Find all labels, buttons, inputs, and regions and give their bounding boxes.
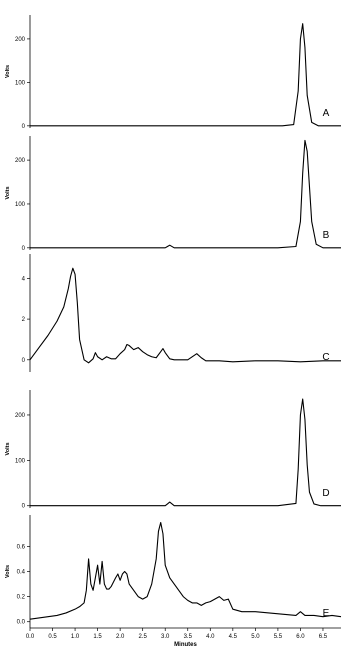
- y-tick-label: 0.4: [16, 569, 25, 576]
- series-line: [30, 140, 341, 247]
- x-tick-label: 1.0: [70, 634, 80, 640]
- y-tick-label: 4: [21, 276, 25, 283]
- panel-label: A: [322, 108, 330, 119]
- panel-c: [27, 254, 341, 372]
- panel-b: [27, 136, 341, 250]
- y-tick-label: 200: [14, 36, 25, 43]
- y-tick-label: 0: [21, 245, 25, 252]
- y-axis-label: Volts: [5, 564, 11, 579]
- y-axis-label: Volts: [5, 64, 11, 79]
- x-tick-label: 4.0: [206, 634, 215, 640]
- y-tick-label: 0.6: [16, 544, 25, 551]
- x-tick-label: 1.5: [93, 634, 102, 640]
- y-tick-label: 0: [21, 357, 25, 364]
- x-tick-label: 5.5: [273, 634, 283, 640]
- panel-d: [27, 390, 341, 508]
- x-tick-label: 5.0: [251, 634, 260, 640]
- series-line: [30, 24, 341, 126]
- x-tick-label: 2.0: [115, 634, 125, 640]
- y-tick-label: 0.0: [16, 619, 25, 626]
- x-tick-label: 0.5: [48, 634, 57, 640]
- panel-label: C: [322, 352, 330, 363]
- x-tick-label: 3.0: [161, 634, 170, 640]
- series-line: [30, 268, 341, 363]
- x-tick-label: 4.5: [228, 634, 237, 640]
- panel-label: E: [322, 608, 330, 619]
- x-tick-label: 2.5: [138, 634, 147, 640]
- panel-a: [27, 15, 341, 128]
- y-tick-label: 200: [14, 158, 25, 165]
- y-tick-label: 100: [14, 458, 25, 465]
- series-line: [30, 399, 341, 506]
- y-axis-label: Volts: [5, 186, 11, 200]
- panel-e: [27, 515, 341, 631]
- y-tick-label: 200: [14, 412, 25, 419]
- y-tick-label: 100: [14, 201, 25, 208]
- y-axis-label: Volts: [5, 442, 11, 456]
- y-tick-label: 0: [21, 503, 25, 510]
- panel-label: B: [322, 230, 330, 241]
- y-tick-label: 0.2: [16, 594, 25, 601]
- x-tick-label: 6.5: [318, 634, 328, 640]
- x-tick-label: 3.5: [183, 634, 192, 640]
- series-line: [30, 523, 341, 620]
- y-tick-label: 2: [21, 317, 25, 324]
- x-tick-label: 6.0: [296, 634, 305, 640]
- y-tick-label: 0: [21, 123, 25, 130]
- panel-label: D: [322, 488, 330, 499]
- x-axis-label: Minutes: [174, 642, 197, 648]
- y-tick-label: 100: [14, 80, 25, 87]
- x-tick-label: 0.0: [25, 634, 35, 640]
